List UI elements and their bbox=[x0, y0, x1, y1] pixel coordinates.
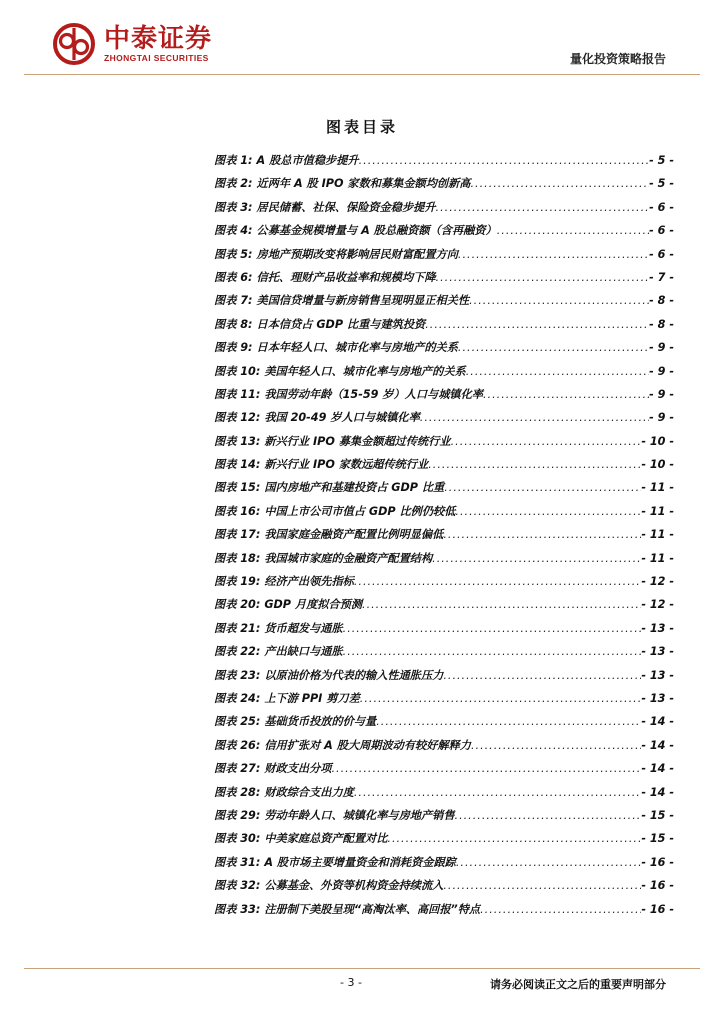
toc-leader-dots bbox=[456, 856, 641, 869]
company-logo bbox=[52, 22, 212, 66]
toc-entry[interactable] bbox=[214, 409, 674, 432]
toc-entry-label: 图表 20: bbox=[214, 598, 261, 612]
toc-entry-title: 美国年轻人口、城市化率与房地产的关系 bbox=[264, 364, 466, 378]
toc-leader-dots bbox=[483, 388, 649, 401]
toc-entry-page: - 11 - bbox=[641, 551, 674, 565]
toc-leader-dots bbox=[497, 224, 649, 237]
toc-entry-page: - 5 - bbox=[649, 154, 674, 167]
toc-leader-dots bbox=[343, 645, 642, 658]
toc-title: 图表目录 bbox=[325, 118, 398, 136]
toc-entry-title: 我国劳动年龄（15-59 岁）人口与城镇化率 bbox=[264, 387, 483, 401]
toc-entry[interactable] bbox=[214, 713, 674, 736]
toc-entry[interactable] bbox=[214, 363, 674, 386]
toc-leader-dots bbox=[451, 435, 642, 448]
toc-entry-title: 信用扩张对 A 股大周期波动有较好解释力 bbox=[264, 738, 471, 752]
toc-entry-title: 我国家庭金融资产配置比例明显偏低 bbox=[264, 528, 444, 542]
footer-disclaimer: 请务必阅读正文之后的重要声明部分 bbox=[490, 978, 666, 991]
toc-leader-dots bbox=[469, 294, 649, 307]
toc-entry-page: - 14 - bbox=[641, 715, 674, 729]
logo-english-name: ZHONGTAI SECURITIES bbox=[104, 53, 209, 63]
toc-entry[interactable] bbox=[214, 573, 674, 596]
toc-entry-title: 中国上市公司市值占 GDP 比例仍较低 bbox=[264, 504, 456, 518]
toc-entry-page: - 6 - bbox=[649, 247, 674, 261]
toc-entry[interactable] bbox=[214, 479, 674, 502]
toc-entry-title: 财政支出分项 bbox=[264, 762, 332, 776]
toc-entry-title: 公募基金规模增量与 A 股总融资额（含再融资） bbox=[256, 224, 497, 238]
toc-entry-label: 图表 22: bbox=[214, 645, 261, 659]
toc-entry-page: - 10 - bbox=[641, 458, 674, 472]
toc-entry-label: 图表 16: bbox=[214, 504, 261, 518]
toc-leader-dots bbox=[443, 669, 641, 682]
toc-entry-title: GDP 月度拟合预测 bbox=[264, 598, 363, 612]
toc-entry-page: - 8 - bbox=[649, 317, 674, 331]
page-header bbox=[0, 0, 724, 80]
toc-leader-dots bbox=[444, 481, 641, 494]
toc-leader-dots bbox=[455, 505, 641, 518]
toc-entry-label: 图表 31: bbox=[214, 855, 261, 869]
toc-entry-label: 图表 30: bbox=[214, 832, 261, 846]
toc-entry-label: 图表 9: bbox=[214, 341, 253, 355]
toc-entry-page: - 16 - bbox=[641, 902, 674, 916]
toc-entry-title: 信托、理财产品收益率和规模均下降 bbox=[256, 270, 436, 284]
toc-leader-dots bbox=[359, 154, 650, 167]
toc-leader-dots bbox=[360, 692, 642, 705]
toc-entry[interactable] bbox=[214, 526, 674, 549]
toc-entry-label: 图表 14: bbox=[214, 458, 261, 472]
toc-entry-title: 新兴行业 IPO 募集金额超过传统行业 bbox=[264, 434, 451, 448]
zhongtai-logo-icon bbox=[52, 22, 96, 66]
toc-entry-label: 图表 11: bbox=[214, 387, 261, 401]
toc-leader-dots bbox=[443, 528, 641, 541]
toc-leader-dots bbox=[466, 365, 649, 378]
toc-leader-dots bbox=[432, 552, 641, 565]
toc-entry[interactable] bbox=[214, 877, 674, 900]
toc-leader-dots bbox=[331, 762, 641, 775]
toc-entry-page: - 13 - bbox=[641, 621, 674, 635]
toc-entry-label: 图表 21: bbox=[214, 621, 261, 635]
toc-entry-label: 图表 27: bbox=[214, 762, 261, 776]
toc-entry-page: - 9 - bbox=[649, 387, 674, 401]
toc-entry[interactable] bbox=[214, 807, 674, 830]
toc-leader-dots bbox=[458, 248, 649, 261]
toc-entry[interactable] bbox=[214, 292, 674, 315]
toc-entry-title: 我国城市家庭的金融资产配置结构 bbox=[264, 551, 433, 565]
toc-entry-page: - 14 - bbox=[641, 762, 674, 776]
toc-entry-title: 财政综合支出力度 bbox=[264, 785, 354, 799]
toc-entry[interactable] bbox=[214, 433, 674, 456]
toc-entry-title: 公募基金、外资等机构资金持续流入 bbox=[264, 879, 444, 893]
toc-entry-title: 基础货币投放的价与量 bbox=[264, 715, 377, 729]
toc-entry-page: - 9 - bbox=[649, 364, 674, 378]
toc-leader-dots bbox=[376, 715, 641, 728]
toc-entry-label: 图表 4: bbox=[214, 224, 253, 238]
toc-entry-title: 国内房地产和基建投资占 GDP 比重 bbox=[264, 481, 445, 495]
toc-entry[interactable] bbox=[214, 737, 674, 760]
toc-entry-title: 近两年 A 股 IPO 家数和募集金额均创新高 bbox=[256, 177, 471, 191]
toc-leader-dots bbox=[354, 786, 642, 799]
toc-entry-title: 我国 20-49 岁人口与城镇化率 bbox=[264, 411, 420, 425]
toc-entry-label: 图表 3: bbox=[214, 200, 253, 214]
toc-entry-page: - 14 - bbox=[641, 785, 674, 799]
toc-entry[interactable] bbox=[214, 901, 674, 924]
toc-entry-label: 图表 19: bbox=[214, 575, 261, 589]
toc-leader-dots bbox=[425, 318, 649, 331]
toc-entry-title: 房地产预期改变将影响居民财富配置方向 bbox=[256, 247, 458, 261]
toc-entry-page: - 7 - bbox=[649, 270, 674, 284]
toc-entry[interactable] bbox=[214, 830, 674, 853]
toc-entry-page: - 11 - bbox=[641, 481, 674, 495]
toc-entry-label: 图表 18: bbox=[214, 551, 261, 565]
toc-entry-page: - 13 - bbox=[641, 668, 674, 682]
toc-entry-label: 图表 23: bbox=[214, 668, 261, 682]
toc-entry-label: 图表 15: bbox=[214, 481, 261, 495]
toc-leader-dots bbox=[458, 341, 649, 354]
toc-leader-dots bbox=[480, 903, 641, 916]
toc-entry[interactable] bbox=[214, 199, 674, 222]
toc-entry-title: 美国信贷增量与新房销售呈现明显正相关性 bbox=[256, 294, 470, 308]
toc-entry-label: 图表 32: bbox=[214, 879, 261, 893]
toc-entry-page: - 16 - bbox=[641, 879, 674, 893]
toc-entry-page: - 12 - bbox=[641, 575, 674, 589]
toc-entry-page: - 13 - bbox=[641, 645, 674, 659]
toc-entry[interactable] bbox=[214, 339, 674, 362]
toc-entry-page: - 8 - bbox=[649, 294, 674, 308]
toc-leader-dots bbox=[470, 177, 649, 190]
toc-entry[interactable] bbox=[214, 175, 674, 198]
toc-entry-label: 图表 17: bbox=[214, 528, 261, 542]
toc-leader-dots bbox=[354, 575, 642, 588]
toc-entry-page: - 9 - bbox=[649, 341, 674, 355]
toc-entry-label: 图表 26: bbox=[214, 738, 261, 752]
toc-entry[interactable] bbox=[214, 316, 674, 339]
toc-entry[interactable] bbox=[214, 620, 674, 643]
toc-entry-title: 上下游 PPI 剪刀差 bbox=[264, 691, 360, 705]
toc-entry[interactable] bbox=[214, 643, 674, 666]
toc-entry[interactable] bbox=[214, 596, 674, 619]
toc-entry-page: - 14 - bbox=[641, 738, 674, 752]
toc-entry[interactable] bbox=[214, 503, 674, 526]
toc-entry-title: 以原油价格为代表的输入性通胀压力 bbox=[264, 668, 444, 682]
toc-entry-title: 经济产出领先指标 bbox=[264, 575, 354, 589]
toc-entry-label: 图表 28: bbox=[214, 785, 261, 799]
toc-entry[interactable] bbox=[214, 550, 674, 573]
toc-entry-page: - 5 - bbox=[649, 177, 674, 191]
toc-entry-title: 注册制下美股呈现“高淘汰率、高回报”特点 bbox=[264, 902, 481, 916]
toc-entry-page: - 9 - bbox=[649, 411, 674, 425]
toc-entry-page: - 13 - bbox=[641, 691, 674, 705]
figure-table-of-contents bbox=[214, 152, 674, 924]
toc-leader-dots bbox=[420, 411, 649, 424]
toc-entry-page: - 6 - bbox=[649, 200, 674, 214]
toc-entry[interactable] bbox=[214, 269, 674, 292]
toc-entry-title: 居民储蓄、社保、保险资金稳步提升 bbox=[256, 200, 436, 214]
toc-entry-title: A 股市场主要增量资金和消耗资金跟踪 bbox=[264, 855, 456, 869]
toc-entry-label: 图表 29: bbox=[214, 808, 261, 822]
toc-entry-label: 图表 24: bbox=[214, 691, 261, 705]
toc-entry-label: 图表 13: bbox=[214, 434, 261, 448]
toc-entry[interactable] bbox=[214, 854, 674, 877]
toc-entry-label: 图表 7: bbox=[214, 294, 253, 308]
toc-entry[interactable] bbox=[214, 222, 674, 245]
toc-entry-title: 劳动年龄人口、城镇化率与房地产销售 bbox=[264, 808, 455, 822]
toc-entry-label: 图表 8: bbox=[214, 317, 253, 331]
toc-entry-label: 图表 25: bbox=[214, 715, 261, 729]
toc-entry-label: 图表 5: bbox=[214, 247, 253, 261]
toc-entry-title: A 股总市值稳步提升 bbox=[256, 154, 359, 167]
header-divider bbox=[24, 74, 700, 75]
footer-divider bbox=[24, 968, 700, 969]
toc-entry-label: 图表 1: bbox=[214, 154, 253, 167]
toc-entry-title: 新兴行业 IPO 家数远超传统行业 bbox=[264, 458, 429, 472]
toc-leader-dots bbox=[436, 201, 650, 214]
toc-entry-page: - 15 - bbox=[641, 832, 674, 846]
toc-entry[interactable] bbox=[214, 760, 674, 783]
toc-leader-dots bbox=[343, 622, 642, 635]
toc-entry-title: 货币超发与通胀 bbox=[264, 621, 343, 635]
toc-entry[interactable] bbox=[214, 386, 674, 409]
toc-entry-label: 图表 2: bbox=[214, 177, 253, 191]
toc-leader-dots bbox=[443, 879, 641, 892]
toc-leader-dots bbox=[362, 598, 641, 611]
toc-entry[interactable] bbox=[214, 152, 674, 175]
toc-leader-dots bbox=[455, 809, 642, 822]
report-type-label: 量化投资策略报告 bbox=[569, 52, 666, 66]
toc-entry-page: - 15 - bbox=[641, 808, 674, 822]
toc-leader-dots bbox=[428, 458, 641, 471]
toc-entry-page: - 6 - bbox=[649, 224, 674, 238]
toc-leader-dots bbox=[471, 739, 641, 752]
toc-leader-dots bbox=[436, 271, 650, 284]
toc-entry-label: 图表 33: bbox=[214, 902, 261, 916]
toc-entry-page: - 11 - bbox=[641, 528, 674, 542]
toc-entry-label: 图表 12: bbox=[214, 411, 261, 425]
toc-entry[interactable] bbox=[214, 784, 674, 807]
toc-entry-page: - 11 - bbox=[641, 504, 674, 518]
toc-entry[interactable] bbox=[214, 667, 674, 690]
toc-leader-dots bbox=[387, 832, 641, 845]
logo-chinese-name: 中泰证券 bbox=[104, 24, 213, 54]
toc-entry-label: 图表 6: bbox=[214, 270, 253, 284]
toc-entry[interactable] bbox=[214, 246, 674, 269]
toc-entry[interactable] bbox=[214, 456, 674, 479]
page-number: - 3 - bbox=[340, 976, 362, 989]
toc-entry-label: 图表 10: bbox=[214, 364, 261, 378]
toc-entry-page: - 16 - bbox=[641, 855, 674, 869]
toc-entry-title: 日本年轻人口、城市化率与房地产的关系 bbox=[256, 341, 458, 355]
toc-entry-title: 日本信贷占 GDP 比重与建筑投资 bbox=[256, 317, 426, 331]
toc-entry-title: 中美家庭总资产配置对比 bbox=[264, 832, 388, 846]
toc-entry-page: - 12 - bbox=[641, 598, 674, 612]
toc-entry-page: - 10 - bbox=[641, 434, 674, 448]
toc-entry[interactable] bbox=[214, 690, 674, 713]
toc-entry-title: 产出缺口与通胀 bbox=[264, 645, 343, 659]
